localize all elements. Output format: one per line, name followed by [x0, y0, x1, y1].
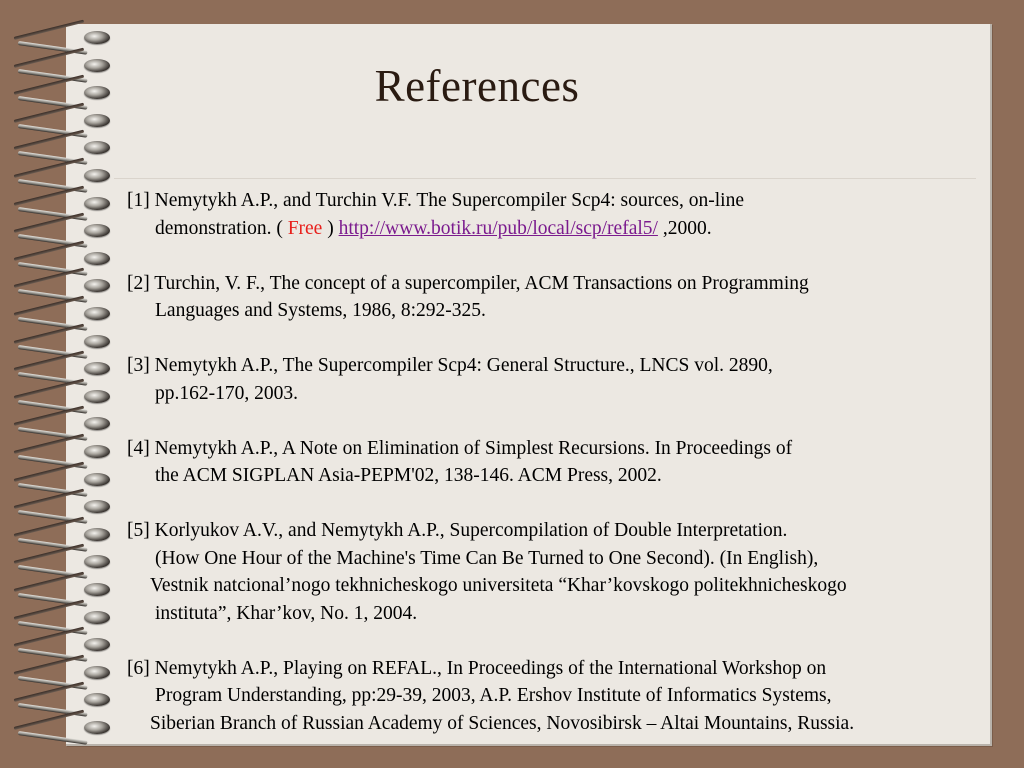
coil-wire-back	[14, 434, 85, 454]
reference-line: (How One Hour of the Machine's Time Can Be Turned to One Second). (In English),	[155, 547, 819, 569]
coil-wire-front	[18, 317, 88, 331]
coil-wire-back	[14, 47, 85, 67]
coil-ring	[84, 252, 110, 265]
coil-wire-back	[14, 654, 85, 674]
spiral-coil-icon	[14, 525, 114, 545]
spiral-coil-icon	[14, 28, 114, 48]
spiral-coil-icon	[14, 138, 114, 158]
coil-wire-back	[14, 406, 85, 426]
spiral-coil-icon	[14, 221, 114, 241]
spiral-coil-icon	[14, 83, 114, 103]
coil-ring	[84, 390, 110, 403]
coil-ring	[84, 666, 110, 679]
coil-ring	[84, 86, 110, 99]
coil-wire-back	[14, 489, 85, 509]
reference-line: [5] Korlyukov A.V., and Nemytykh A.P., Supercompilation of Double Interpretation.	[127, 520, 788, 541]
spiral-binding-icon	[0, 0, 120, 768]
reference-item-4	[127, 435, 987, 490]
coil-ring	[84, 638, 110, 651]
reference-item-3	[127, 352, 987, 407]
spiral-coil-icon	[14, 718, 114, 738]
coil-wire-back	[14, 323, 85, 343]
spiral-coil-icon	[14, 111, 114, 131]
reference-line: Siberian Branch of Russian Academy of Sciences, Novosibirsk – Altai Mountains, Russia.	[150, 712, 855, 734]
reference-text: demonstration. (	[155, 217, 288, 239]
coil-wire-back	[14, 627, 85, 647]
coil-wire-back	[14, 544, 85, 564]
coil-ring	[84, 611, 110, 624]
spiral-coil-icon	[14, 387, 114, 407]
coil-wire-back	[14, 158, 85, 178]
coil-ring	[84, 307, 110, 320]
spiral-coil-icon	[14, 635, 114, 655]
coil-wire-front	[18, 455, 88, 469]
spiral-coil-icon	[14, 690, 114, 710]
spiral-coil-icon	[14, 276, 114, 296]
free-label: Free	[287, 217, 323, 239]
coil-wire-back	[14, 378, 85, 398]
title-divider	[114, 178, 976, 179]
coil-ring	[84, 335, 110, 348]
coil-wire-back	[14, 296, 85, 316]
slide-title: References	[374, 61, 580, 111]
reference-line: [6] Nemytykh A.P., Playing on REFAL., In Proceedings of the International Workshop on	[127, 657, 827, 679]
spiral-coil-icon	[14, 166, 114, 186]
coil-wire-front	[18, 179, 88, 193]
coil-ring	[84, 417, 110, 430]
coil-wire-back	[14, 599, 85, 619]
spiral-coil-icon	[14, 414, 114, 434]
coil-wire-back	[14, 185, 85, 205]
spiral-coil-icon	[14, 552, 114, 572]
reference-line: Vestnik natcional’nogo tekhnicheskogo universiteta “Khar’kovskogo politekhnicheskogo	[150, 575, 847, 596]
coil-wire-front	[18, 41, 88, 55]
coil-wire-front	[18, 593, 88, 607]
coil-ring	[84, 197, 110, 210]
spiral-coil-icon	[14, 442, 114, 462]
spiral-coil-icon	[14, 332, 114, 352]
spiral-coil-icon	[14, 359, 114, 379]
coil-ring	[84, 141, 110, 154]
coil-wire-back	[14, 682, 85, 702]
coil-ring	[84, 473, 110, 486]
coil-ring	[84, 31, 110, 44]
coil-wire-back	[14, 75, 85, 95]
spiral-coil-icon	[14, 608, 114, 628]
reference-line: [1] Nemytykh A.P., and Turchin V.F. The Supercompiler Scp4: sources, on-line	[127, 190, 744, 211]
reference-line: the ACM SIGPLAN Asia-PEPM'02, 138-146. ACM Press, 2002.	[155, 465, 662, 486]
coil-wire-back	[14, 20, 85, 40]
spiral-coil-icon	[14, 56, 114, 76]
reference-line: Languages and Systems, 1986, 8:292-325.	[155, 300, 486, 321]
coil-wire-back	[14, 461, 85, 481]
coil-wire-back	[14, 351, 85, 371]
coil-ring	[84, 500, 110, 513]
coil-wire-back	[14, 572, 85, 592]
spiral-coil-icon	[14, 580, 114, 600]
references-list	[127, 187, 987, 765]
coil-ring	[84, 114, 110, 127]
source-link[interactable]: http://www.botik.ru/pub/local/scp/refal5/	[338, 217, 658, 239]
spiral-coil-icon	[14, 194, 114, 214]
reference-line	[127, 215, 987, 243]
reference-item-5	[127, 517, 987, 627]
coil-wire-back	[14, 102, 85, 122]
coil-wire-back	[14, 516, 85, 536]
coil-wire-back	[14, 710, 85, 730]
reference-line: pp.162-170, 2003.	[155, 382, 298, 404]
reference-item-6	[127, 655, 987, 738]
coil-wire-front	[18, 731, 88, 745]
coil-wire-back	[14, 240, 85, 260]
reference-item-2	[127, 270, 987, 325]
spiral-coil-icon	[14, 470, 114, 490]
reference-line: Program Understanding, pp:29-39, 2003, A.P. Ershov Institute of Informatics Systems,	[155, 685, 832, 706]
reference-text: )	[322, 217, 339, 239]
reference-line: [3] Nemytykh A.P., The Supercompiler Scp4: General Structure., LNCS vol. 2890,	[127, 355, 773, 376]
coil-ring	[84, 59, 110, 72]
coil-ring	[84, 583, 110, 596]
coil-ring	[84, 721, 110, 734]
spiral-coil-icon	[14, 249, 114, 269]
coil-ring	[84, 693, 110, 706]
coil-ring	[84, 224, 110, 237]
coil-ring	[84, 528, 110, 541]
coil-wire-back	[14, 213, 85, 233]
spiral-coil-icon	[14, 304, 114, 324]
reference-line: instituta”, Khar’kov, No. 1, 2004.	[155, 602, 418, 624]
reference-line: [2] Turchin, V. F., The concept of a supercompiler, ACM Transactions on Programming	[127, 272, 809, 294]
coil-ring	[84, 362, 110, 375]
coil-wire-back	[14, 268, 85, 288]
coil-wire-back	[14, 130, 85, 150]
spiral-coil-icon	[14, 497, 114, 517]
reference-item-1	[127, 187, 987, 242]
coil-ring	[84, 279, 110, 292]
coil-ring	[84, 445, 110, 458]
reference-line: [4] Nemytykh A.P., A Note on Elimination of Simplest Recursions. In Proceedings of	[127, 437, 793, 459]
spiral-coil-icon	[14, 663, 114, 683]
coil-ring	[84, 169, 110, 182]
coil-ring	[84, 555, 110, 568]
reference-text: ,2000.	[657, 217, 712, 239]
